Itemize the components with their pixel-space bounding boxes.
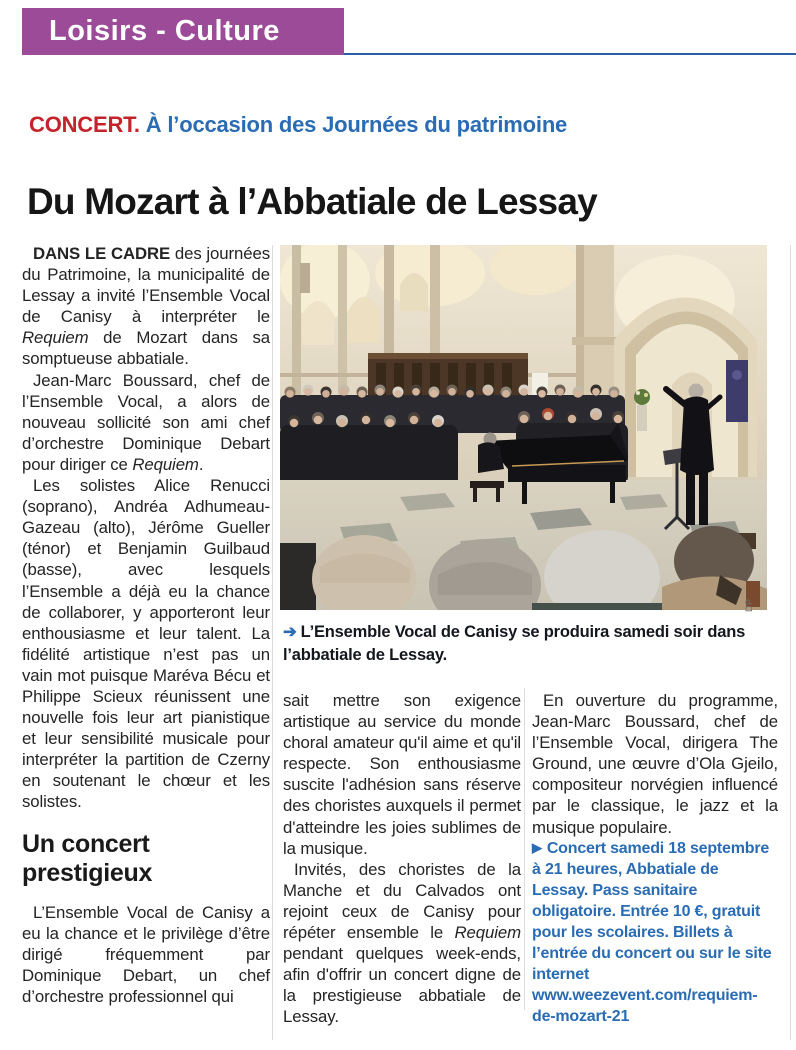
article-column-2 <box>283 690 521 1028</box>
photo-caption <box>283 621 773 667</box>
caption-arrow-icon: ➔ <box>283 623 297 641</box>
article-column-3 <box>532 690 778 1027</box>
concert-photo <box>280 245 767 610</box>
column-rule <box>524 688 525 1010</box>
paragraph: Invités, des choristes de la Manche et du Calvados ont rejoint ceux de Canisy pour répéter ensemble le Requiem pendant quelques week-ends, afin d'offrir un concert digne de la prestigieuse abbatiale de Lessay. <box>283 859 521 1027</box>
practical-info-text: Concert samedi 18 septembre à 21 heures, Abbatiale de Lessay. Pass sanitaire obligatoire. Entrée 10 €, gratuit pour les scolaires. Billets à l’entrée du concert ou sur le site internet www.weezevent.com/requiem-de-mozart-21 <box>532 839 772 1025</box>
photo-caption-text: L’Ensemble Vocal de Canisy se produira samedi soir dans l’abbatiale de Lessay. <box>283 623 746 664</box>
photo-credit: DP <box>744 598 754 612</box>
kicker-subtitle: À l’occasion des Journées du patrimoine <box>145 112 568 137</box>
article-headline: Du Mozart à l’Abbatiale de Lessay <box>27 180 597 222</box>
section-title: Loisirs - Culture <box>49 15 280 47</box>
column-rule <box>272 245 273 1040</box>
section-banner <box>22 8 344 55</box>
article-column-1 <box>22 243 270 1007</box>
paragraph: sait mettre son exigence artistique au service du monde choral amateur qu'il aime et qu'il respecte. Son enthousiasme suscite l'adhésion sans réserve des choristes auxquels il permet d'atteindre les joies sublimes de la musique. <box>283 691 521 858</box>
masthead-rule <box>344 53 796 55</box>
kicker-category: CONCERT. <box>29 112 140 137</box>
column-rule <box>790 245 791 1040</box>
info-arrow-icon: ▶ <box>532 839 542 855</box>
subheading: Un concert prestigieux <box>22 829 153 887</box>
paragraph: Les solistes Alice Renucci (soprano), Andréa Adhumeau-Gazeau (alto), Jérôme Gueller (ténor) et Benjamin Guilbaud (basse), avec lesquels l’Ensemble a déjà eu la chance de collaborer, y apporteront leur enthousiasme et leur talent. La fidélité artistique n’est pas un vain mot puisque Maréva Bécu et Philippe Scieux réunissent une nouvelle fois leur art pianistique et leur sensibilité musicale pour interpréter la partition de Czerny en soutenant le chœur et les solistes. <box>22 476 270 812</box>
paragraph: Jean-Marc Boussard, chef de l’Ensemble Vocal, a alors de nouveau sollicité son ami chef d’orchestre Dominique Debart pour diriger ce Requiem. <box>22 370 270 474</box>
practical-info <box>532 838 778 1027</box>
lead-in: DANS LE CADRE <box>33 244 171 263</box>
paragraph: L’Ensemble Vocal de Canisy a eu la chance et le privilège d’être dirigé fréquemment par Dominique Debart, un chef d’orchestre professionnel qui <box>22 902 270 1006</box>
paragraph: DANS LE CADRE des journées du Patrimoine, la municipalité de Lessay a invité l’Ensemble Vocal de Canisy à interpréter le Requiem de Mozart dans sa somptueuse abbatiale. <box>22 244 270 369</box>
paragraph: En ouverture du programme, Jean-Marc Boussard, chef de l’Ensemble Vocal, dirigera The Ground, une œuvre d’Ola Gjeilo, compositeur norvégien influencé par le classique, le jazz et la musique populaire. <box>532 691 778 837</box>
kicker <box>29 112 567 138</box>
